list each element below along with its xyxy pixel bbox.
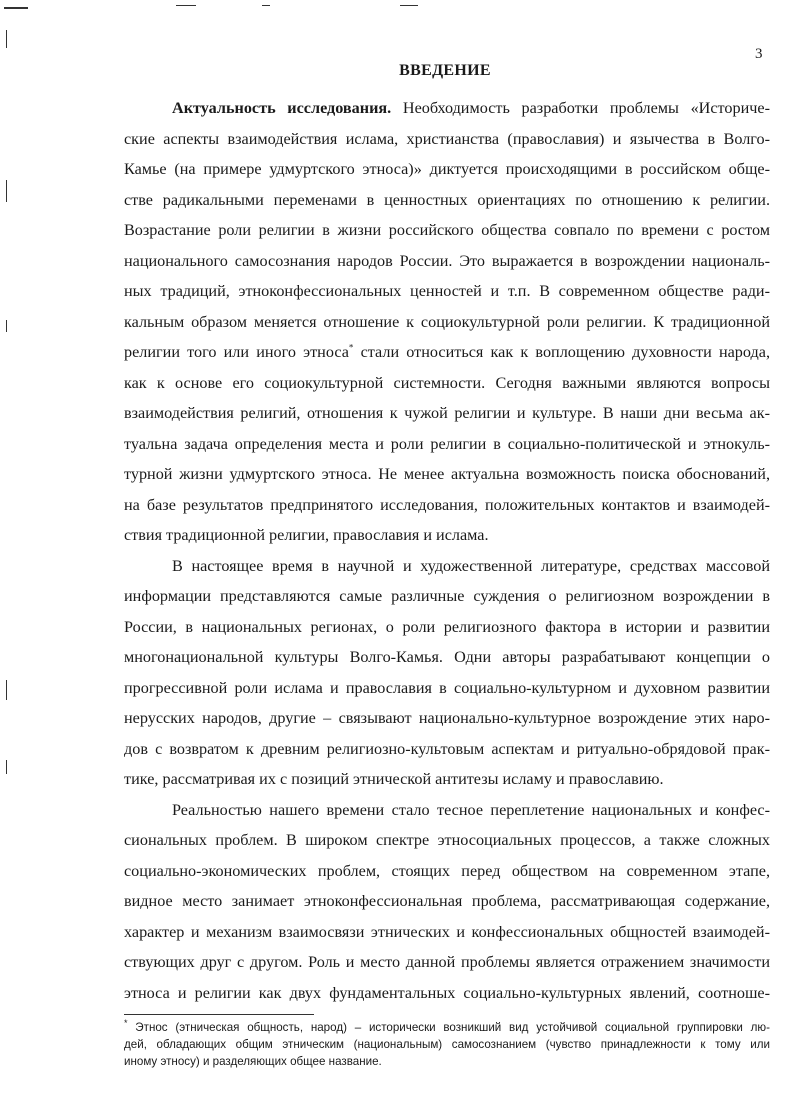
- paragraph-heading: Актуальность исследования.: [172, 99, 392, 117]
- text-line-18: России, в национальных регионах, о роли религиозного фактора в истории и развитии: [124, 618, 770, 636]
- text-line-3: Камье (на примере удмуртского этноса)» диктуется происходящими в российском обще-: [124, 160, 770, 178]
- footnote-line-1-text: Этнос (этническая общность, народ) – исторически возникший вид устойчивой социальной группировки лю-: [127, 1021, 770, 1034]
- text-line-22: дов с возвратом к древним религиозно-культовым аспектам и ритуально-обрядовой прак-: [124, 740, 770, 758]
- text-line-2: ские аспекты взаимодействия ислама, христианства (православия) и язычества в Волго-: [124, 130, 770, 148]
- scan-artifact-left-1: [6, 30, 7, 48]
- footnote-line-1: [124, 1020, 770, 1036]
- text-line-10: как к основе его социокультурной системности. Сегодня важными являются вопросы: [124, 374, 770, 392]
- text-line-1-rest: Необходимость разработки проблемы «Историче-: [391, 99, 770, 117]
- text-line-6: национального самосознания народов России. Это выражается в возрождении националь-: [124, 252, 770, 270]
- footnote-separator: [124, 1014, 314, 1015]
- section-title: ВВЕДЕНИЕ: [399, 62, 491, 79]
- text-line-19: многонациональной культуры Волго-Камья. Одни авторы разрабатывают концепции о: [124, 648, 770, 666]
- text-line-4: стве радикальными переменами в ценностных ориентациях по отношению к религии.: [124, 191, 770, 209]
- text-line-30: этноса и религии как двух фундаментальных социально-культурных явлений, соотноше-: [124, 984, 770, 1002]
- scan-artifact-left-5: [6, 760, 7, 774]
- scan-artifact-top-2: [262, 5, 270, 6]
- text-line-8: кальным образом меняется отношение к социокультурной роли религии. К традиционной: [124, 313, 770, 331]
- text-line-14: на базе результатов предпринятого исследования, положительных контактов и взаимодей-: [124, 496, 770, 514]
- text-line-15: ствия традиционной религии, православия и ислама.: [124, 526, 489, 544]
- text-line-16: В настоящее время в научной и художественной литературе, средствах массовой: [172, 557, 770, 575]
- text-line-5: Возрастание роли религии в жизни российского общества совпало по времени с ростом: [124, 221, 770, 239]
- scan-artifact-left-2: [6, 180, 7, 202]
- text-line-21: нерусских народов, другие – связывают национально-культурное возрождение этих наро-: [124, 709, 770, 727]
- text-line-29: ствующих друг с другом. Роль и место данной проблемы является отражением значимости: [124, 953, 770, 971]
- text-line-11: взаимодействия религий, отношения к чужой религии и культуре. В наши дни весьма ак-: [124, 404, 770, 422]
- scan-artifact-left-4: [6, 680, 7, 700]
- text-line-17: информации представляются самые различные суждения о религиозном возрождении в: [124, 587, 770, 605]
- text-line-7: ных традиций, этноконфессиональных ценностей и т.п. В современном обществе ради-: [124, 282, 770, 300]
- text-line-9: [124, 342, 770, 362]
- text-line-1: [172, 98, 770, 118]
- footnote-reference-mark: *: [348, 342, 354, 353]
- scan-artifact-left-3: [6, 320, 7, 332]
- text-line-13: турной жизни удмуртского этноса. Не менее актуальна возможность поиска обоснований,: [124, 465, 770, 483]
- text-line-28: характер и механизм взаимосвязи этнических и конфессиональных общностей взаимодей-: [124, 923, 770, 941]
- text-line-12: туальна задача определения места и роли религии в социально-политической и этнокуль-: [124, 435, 770, 453]
- footnote-mark: *: [124, 1018, 128, 1029]
- text-line-23: тике, рассматривая их с позиций этнической антитезы исламу и православию.: [124, 770, 664, 788]
- footnote-line-2: дей, обладающих общим этническим (национальным) самосознанием (чувство принадлежности к тому или: [124, 1038, 770, 1051]
- text-line-9-part-a: религии того или иного этноса: [124, 343, 349, 361]
- scan-artifact-top-3: [400, 5, 418, 6]
- scan-artifact-top-left: [4, 7, 28, 9]
- page-number: 3: [755, 46, 763, 62]
- text-line-24: Реальностью нашего времени стало тесное переплетение национальных и конфес-: [172, 801, 770, 819]
- text-line-26: социально-экономических проблем, стоящих перед обществом на современном этапе,: [124, 862, 770, 880]
- scan-artifact-top-1: [176, 5, 196, 6]
- text-line-20: прогрессивной роли ислама и православия в социально-культурном и духовном развитии: [124, 679, 770, 697]
- text-line-25: сиональных проблем. В широком спектре этносоциальных процессов, а также сложных: [124, 831, 770, 849]
- footnote-line-3: иному этносу) и разделяющих общее название.: [124, 1055, 382, 1068]
- text-line-9-part-b: стали относиться как к воплощению духовности народа,: [353, 343, 770, 361]
- text-line-27: видное место занимает этноконфессиональная проблема, рассматривающая содержание,: [124, 892, 770, 910]
